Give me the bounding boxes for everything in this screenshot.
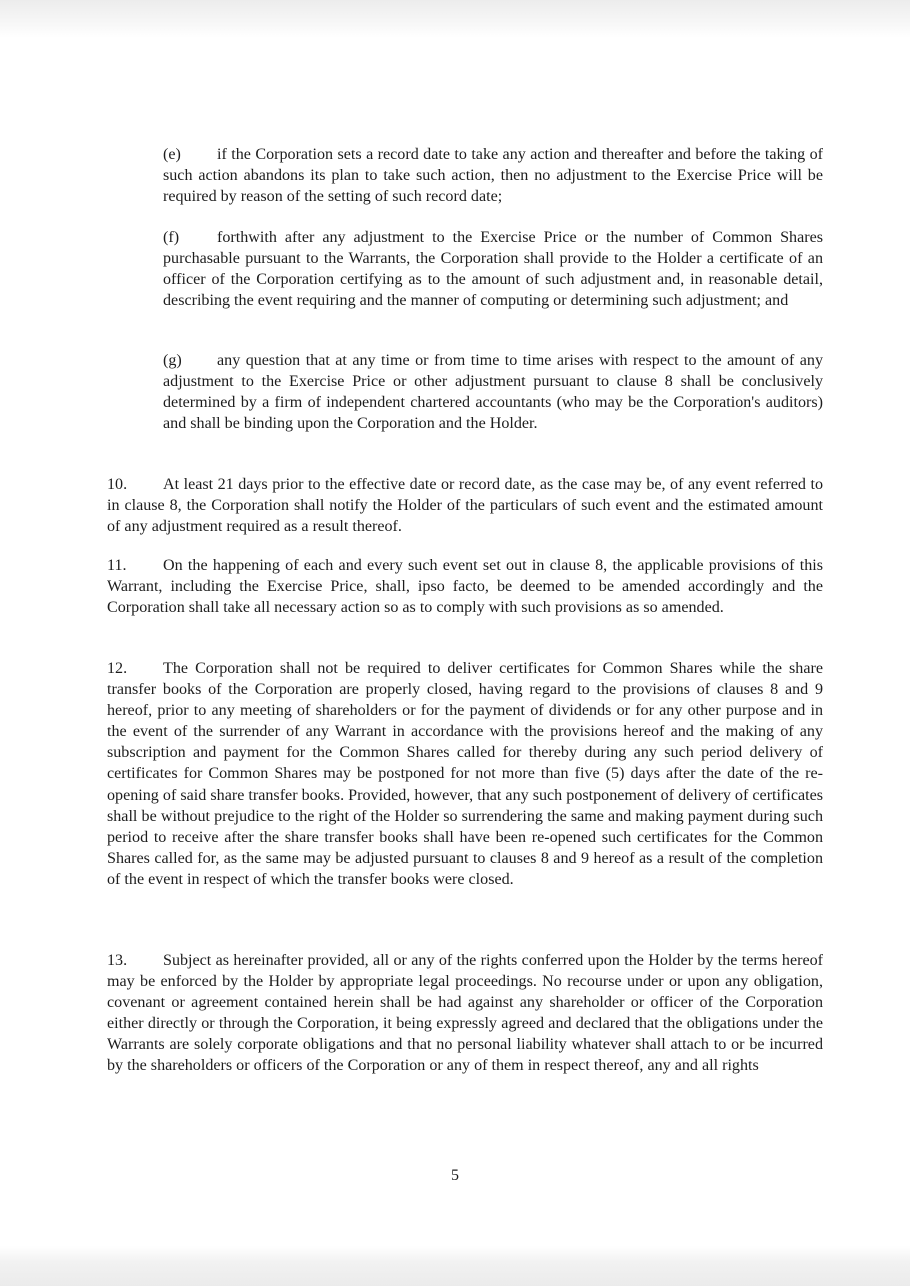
clause-9e-paragraph	[163, 144, 823, 207]
page-number: 5	[451, 1167, 459, 1184]
clause-text: Subject as hereinafter provided, all or any of the rights conferred upon the Holder by the terms hereof may be enforced by the Holder by appropriate legal proceedings. No recourse under or upon any obligation, covenant or agreement contained herein shall be had against any shareholder or officer of the Corporation either directly or through the Corporation, it being expressly agreed and declared that the obligations under the Warrants are solely corporate obligations and that no personal liability whatever shall attach to or be incurred by the shareholders or officers of the Corporation or any of them in respect thereof, any and all rights	[107, 952, 823, 1075]
clause-text: if the Corporation sets a record date to take any action and thereafter and before the taking of such action abandons its plan to take such action, then no adjustment to the Exercise Price will be required by reason of the setting of such record date;	[163, 146, 823, 206]
clause-text: At least 21 days prior to the effective date or record date, as the case may be, of any event referred to in clause 8, the Corporation shall notify the Holder of the particulars of such event and the estimated amount of any adjustment required as a result thereof.	[107, 476, 823, 536]
clause-9g-paragraph	[163, 350, 823, 434]
clause-label: (e)	[163, 146, 181, 163]
clause-12-paragraph	[107, 658, 823, 890]
clause-label: 10.	[107, 476, 128, 493]
clause-text: The Corporation shall not be required to deliver certificates for Common Shares while the share transfer books of the Corporation are properly closed, having regard to the provisions of clauses 8 and 9 hereof, prior to any meeting of shareholders or for the payment of dividends or for any other purpose and in the event of the surrender of any Warrant in accordance with the provisions hereof and the making of any subscription and payment for the Common Shares called for thereby during any such period delivery of certificates for Common Shares may be postponed for not more than five (5) days after the date of the re-opening of said share transfer books. Provided, however, that any such postponement of delivery of certificates shall be without prejudice to the right of the Holder so surrendering the same and making payment during such period to receive after the share transfer books shall have been re-opened such certificates for the Common Shares called for, as the same may be adjusted pursuant to clauses 8 and 9 hereof as a result of the completion of the event in respect of which the transfer books were closed.	[107, 660, 823, 888]
clause-text: On the happening of each and every such event set out in clause 8, the applicable provisions of this Warrant, including the Exercise Price, shall, ipso facto, be deemed to be amended accordingly and the Corporation shall take all necessary action so as to comply with such provisions as so amended.	[107, 557, 823, 617]
clause-13-paragraph	[107, 950, 823, 1077]
clause-text: forthwith after any adjustment to the Exercise Price or the number of Common Shares purchasable pursuant to the Warrants, the Corporation shall provide to the Holder a certificate of an officer of the Corporation certifying as to the amount of such adjustment and, in reasonable detail, describing the event requiring and the manner of computing or determining such adjustment; and	[163, 229, 823, 310]
clause-11-paragraph	[107, 555, 823, 618]
clause-text: any question that at any time or from time to time arises with respect to the amount of any adjustment to the Exercise Price or other adjustment pursuant to clause 8 shall be conclusively determined by a firm of independent chartered accountants (who may be the Corporation's auditors) and shall be binding upon the Corporation and the Holder.	[163, 352, 823, 433]
clause-label: 11.	[107, 557, 127, 574]
clause-10-paragraph	[107, 474, 823, 537]
clause-label: (f)	[163, 229, 180, 246]
clause-9f-paragraph	[163, 227, 823, 311]
clause-label: (g)	[163, 352, 182, 369]
clause-label: 12.	[107, 660, 128, 677]
clause-label: 13.	[107, 952, 128, 969]
